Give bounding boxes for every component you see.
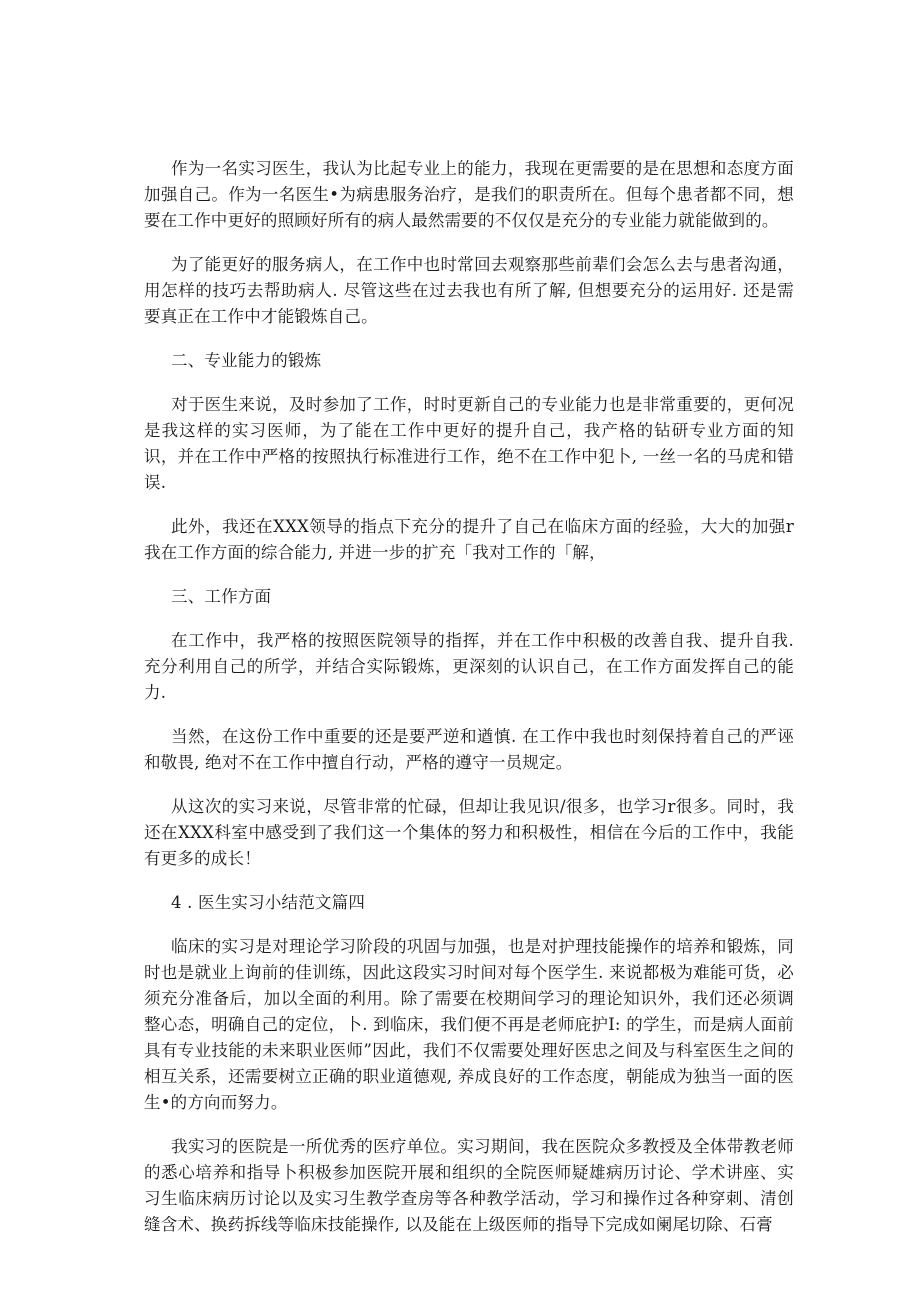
- paragraph-intern-attitude: 作为一名实习医生，我认为比起专业上的能力，我现在更需要的是在思想和态度方面加强自己。作为一名医生•为病患服务治疗，是我们的职责所在。但每个患者都不同，想要在工作中更好的照顾好所有的病人最然需要的不仅仅是充分的专业能力就能做到的。: [144, 159, 794, 230]
- paragraph-serve-patients: 为了能更好的服务病人，在工作中也时常回去观察那些前辈们会怎么去与患者沟通，用怎样的技巧去帮助病人. 尽管这些在过去我也有所了解, 但想要充分的运用好. 还是需要真正在工作中才能锻炼自己。: [144, 255, 794, 326]
- paragraph-leader-guidance: 此外，我还在XXX领导的指点下充分的提升了自己在临床方面的经验，大大的加强r我在工作方面的综合能力, 并进一步的扩充「我对工作的「解，: [144, 517, 794, 562]
- paragraph-rigor-caution: 当然，在这份工作中重要的还是要严逆和遒慎. 在工作中我也时刻保持着自己的严诬和敬畏, 绝对不在工作中擅自行动，严格的遵守一员规定。: [144, 727, 794, 772]
- paragraph-clinical-internship: 临床的实习是对理论学习阶段的巩固与加强，也是对护理技能操作的培养和锻炼，同时也是就业上询前的佳训练，因此这段实习时间对每个医学生. 来说都极为难能可货，必须充分准备后，加以全面的利用。除了需要在校期间学习的理论知识外，我们还必须调整心态，明确自己的定位，卜. 到临床，我们便不再是老师庇护I: 的学生，而是病人面前具有专业技能的未来职业医师”因此，我们不仅需要处理好医忠之间及与科室医生之间的相互关系，还需要树立正确的职业道德观, 养成良好的工作态度，朝能成为独当一面的医生•的方向而努力。: [144, 937, 794, 1112]
- section-heading-professional-skills: 二、专业能力的锻炼: [171, 351, 322, 370]
- paragraph-internship-summary: 从这次的实习来说，尽管非常的忙碌，但却让我见识/很多，也学习r很多。同时，我还在XXX科室中感受到了我们这一个集体的努力和积极性，相信在今后的工作中，我能有更多的成长！: [144, 797, 794, 868]
- section-heading-sample-four: 4 . 医生实习小结范文篇四: [171, 893, 366, 912]
- paragraph-work-improvement: 在工作中，我严格的按照医院领导的指挥，并在工作中积极的改善自我、提升自我. 充分利用自己的所学，并结合实际锻炼，更深刻的认识自己，在工作方面发挥自己的能力.: [144, 631, 794, 702]
- paragraph-hospital-activities: 我实习的医院是一所优秀的医疗单位。实习期间，我在医院众多教授及全体带教老师的悉心培养和指导卜积极参加医院开展和组织的全院医师疑雄病历讨论、学术讲座、实习生临床病历讨论以及实习生教学查房等各种教学活动，学习和操作过各种穿刺、清创缝含术、换药拆线等临床技能操作, 以及能在上级医师的指导下完成如阑尾切除、石膏: [144, 1137, 794, 1234]
- paragraph-professional-skills: 对于医生来说，及时参加了工作，时时更新自己的专业能力也是非常重要的，更何况是我这样的实习医师，为了能在工作中更好的提升自己，我产格的钻研专业方面的知识，并在工作中严格的按照执行标准进行工作，绝不在工作中犯卜, 一丝一名的马虎和错误.: [144, 395, 794, 492]
- section-heading-work: 三、工作方面: [171, 587, 272, 606]
